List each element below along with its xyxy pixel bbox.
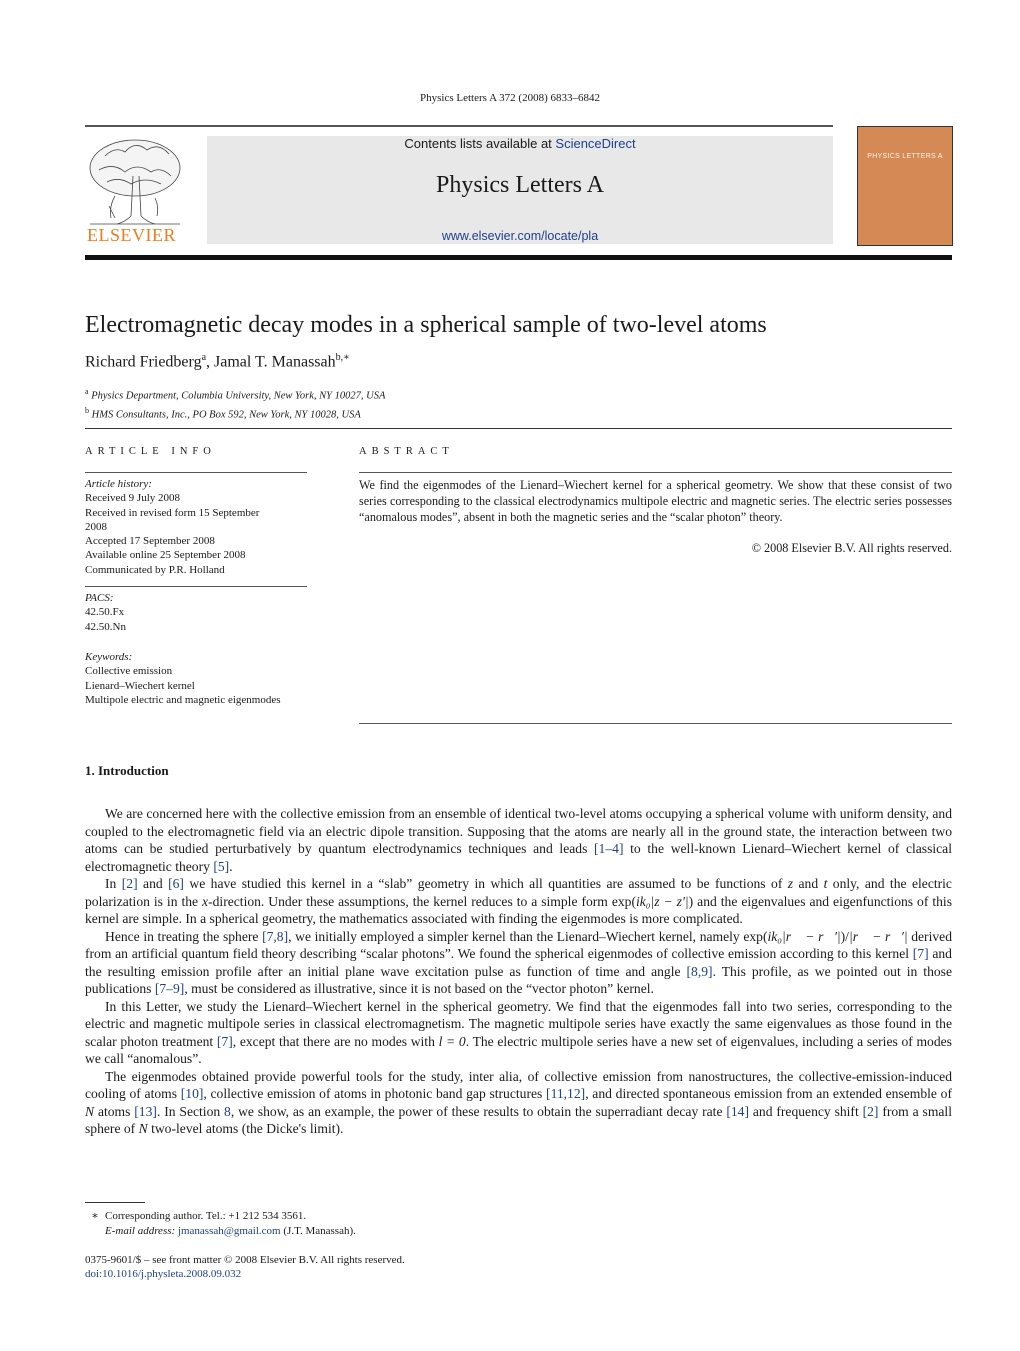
text-run: only, and the electric polarization is in the	[85, 876, 952, 909]
author-2-affil-mark[interactable]: b,∗	[335, 352, 350, 363]
email-label: E-mail address:	[105, 1225, 176, 1237]
paragraph	[85, 928, 952, 998]
text-run: We are concerned here with the collective emission from an ensemble of identical two-level atoms occupying a spherical volume with uniform density, and coupled to the electromagnetic field via an electric dipole transition. Supposing that the atoms are nearly all in the ground state, the interaction between two atoms can be studied perturbatively by quantum electrodynamics techniques and leads	[85, 806, 952, 856]
text-run: .	[229, 858, 233, 874]
paragraph	[85, 1068, 952, 1138]
text-run: )/	[840, 928, 849, 944]
pacs-rule	[85, 586, 307, 587]
text-run: In this Letter, we study the Lienard–Wiechert kernel in the spherical geometry. We find that the eigenmodes fall into two series, corresponding to the electric and magnetic multipole series in classical electromagnetism. The magnetic multipole series have exactly the same eigenvalues as those found in the scalar photon treatment	[85, 998, 952, 1049]
paragraph	[85, 998, 952, 1068]
keywords-label: Keywords:	[85, 651, 133, 663]
abstract-bottom-rule	[359, 723, 952, 724]
citation-link[interactable]: [2]	[862, 1103, 879, 1119]
footnote-mark: ∗	[91, 1210, 99, 1222]
author-list	[85, 352, 350, 371]
text-run: , must be considered as illustrative, since it is not based on the “vector photon” kernel.	[184, 981, 654, 996]
footnote	[85, 1209, 356, 1239]
citation-link[interactable]: [1–4]	[594, 841, 624, 856]
math-expr: ik₀|z − z′|	[636, 893, 689, 909]
affil-b: HMS Consultants, Inc., PO Box 592, New York, NY 10028, USA	[91, 409, 361, 420]
citation-link[interactable]: [8,9]	[686, 963, 713, 979]
info-top-rule	[85, 428, 952, 429]
text-run: , we show, as an example, the power of these results to obtain the superradiant decay rate	[230, 1103, 727, 1119]
text-run: , collective emission of atoms in photonic band gap structures	[203, 1086, 547, 1101]
paragraph	[85, 805, 952, 875]
citation-link[interactable]: [7–9]	[154, 981, 185, 996]
text-run: . This profile, as we pointed out in those publications	[85, 963, 952, 996]
citation-link[interactable]: [11,12]	[546, 1086, 586, 1101]
text-run: and	[793, 876, 824, 891]
history-label: Article history:	[85, 478, 152, 490]
keyword: Multipole electric and magnetic eigenmodes	[85, 693, 281, 706]
contents-prefix: Contents lists available at	[404, 136, 556, 151]
history-item: Received 9 July 2008	[85, 492, 181, 505]
article-history	[85, 477, 307, 577]
math-var: N	[138, 1121, 148, 1136]
text-run: to the well-known Lienard–Wiechert kernel of classical electromagnetic theory	[85, 841, 952, 874]
journal-url-link[interactable]: www.elsevier.com/locate/pla	[441, 229, 599, 243]
math-expr: |r⃗ − r⃗′|	[848, 928, 908, 944]
math-var: t	[823, 876, 828, 891]
math-var: z	[787, 876, 794, 891]
history-item: Accepted 17 September 2008	[85, 535, 215, 548]
section-link[interactable]: 8	[224, 1103, 231, 1119]
journal-cover[interactable]	[857, 126, 953, 246]
sciencedirect-link[interactable]: ScienceDirect	[555, 136, 636, 151]
keyword: Collective emission	[85, 665, 173, 678]
front-matter	[85, 1253, 405, 1281]
issn-line: 0375-9601/$ – see front matter © 2008 Elsevier B.V. All rights reserved.	[85, 1254, 405, 1266]
text-run: , we initially employed a simpler kernel than the Lienard–Wiechert kernel, namely exp(	[288, 928, 768, 944]
doi-link[interactable]: doi:10.1016/j.physleta.2008.09.032	[85, 1268, 242, 1280]
history-item: Communicated by P.R. Holland	[85, 563, 225, 576]
author-1-affil-mark[interactable]: a	[201, 352, 207, 363]
math-expr: l = 0	[438, 1033, 466, 1049]
tree-icon	[85, 136, 185, 228]
text-run: we have studied this kernel in a “slab” geometry in which all quantities are assumed to be functions of	[183, 876, 788, 891]
journal-citation: Physics Letters A 372 (2008) 6833–6842	[420, 92, 600, 104]
pacs-block	[85, 591, 307, 634]
cover-title: PHYSICS LETTERS A	[867, 153, 943, 160]
math-var: N	[85, 1103, 95, 1119]
affil-a: Physics Department, Columbia University, New York, NY 10027, USA	[91, 390, 386, 402]
citation-link[interactable]: [7,8]	[262, 928, 289, 944]
header-thick-rule	[85, 255, 952, 260]
paragraph	[85, 875, 952, 928]
citation-link[interactable]: [5]	[213, 858, 230, 874]
text-run: and frequency shift	[749, 1103, 863, 1119]
citation-link[interactable]: [2]	[121, 876, 138, 891]
elsevier-wordmark: ELSEVIER	[87, 225, 176, 245]
text-run: and	[137, 876, 169, 891]
citation-link[interactable]: [13]	[134, 1103, 157, 1119]
text-run: from a small sphere of	[85, 1103, 952, 1136]
text-run: ) and the eigenvalues and eigenfunctions of this kernel are simple. In a spherical geometry, the mathematics associated with finding the eigenmodes is more complicated.	[85, 893, 952, 926]
text-run: In	[105, 876, 122, 891]
text-run: -direction. Under these assumptions, the kernel reduces to a simple form exp(	[208, 893, 636, 909]
pacs-code: 42.50.Nn	[85, 620, 126, 633]
author-1: Richard Friedberg	[85, 353, 202, 371]
math-expr: ik₀|r⃗ − r⃗′|	[767, 928, 841, 944]
citation-link[interactable]: [7]	[216, 1033, 233, 1049]
text-run: derived from an artificial quantum field theory describing “scalar photons”. We found the spherical eigenmodes of collective emission according to this kernel	[85, 928, 952, 961]
author-separator: ,	[206, 353, 215, 371]
text-run: two-level atoms (the Dicke's limit).	[147, 1121, 344, 1136]
journal-banner	[207, 136, 833, 244]
email-suffix: (J.T. Manassah).	[280, 1225, 356, 1237]
section-heading: 1. Introduction	[85, 763, 169, 778]
pacs-label: PACS:	[85, 592, 114, 604]
history-item: Received in revised form 15 September	[85, 506, 260, 519]
math-var: x	[202, 893, 209, 909]
citation-link[interactable]: [14]	[726, 1103, 749, 1119]
introduction-body	[85, 805, 952, 1138]
text-run: and the resulting emission profile after an initial plane wave excitation pulse as function of time and angle	[85, 946, 952, 979]
text-run: , and directed spontaneous emission from an extended ensemble of	[585, 1086, 953, 1101]
abstract-text: We find the eigenmodes of the Lienard–Wiechert kernel for a spherical geometry. We show that these consist of two series corresponding to the classical electrodynamics multipole electric and magnetic series. The electric series possesses “anomalous modes”, absent in both the magnetic series and the “scalar photon” theory.	[359, 478, 952, 524]
article-title: Electromagnetic decay modes in a spherical sample of two-level atoms	[85, 312, 767, 338]
affil-a-mark: a	[85, 387, 89, 396]
abstract-heading: ABSTRACT	[359, 446, 454, 457]
contents-line	[207, 136, 833, 151]
text-run: , except that there are no modes with	[232, 1033, 439, 1049]
citation-link[interactable]: [6]	[168, 876, 184, 891]
header-rule	[85, 125, 833, 127]
abstract-rule	[359, 472, 952, 473]
author-2: Jamal T. Manassah	[214, 353, 336, 371]
citation-link[interactable]: [7]	[912, 946, 929, 961]
abstract-copyright: © 2008 Elsevier B.V. All rights reserved.	[751, 541, 952, 555]
history-item: 2008	[85, 520, 107, 533]
citation-link[interactable]: [10]	[180, 1086, 204, 1101]
text-run: . The electric multipole series have a new set of eigenvalues, including a series of modes we call “anomalous”.	[85, 1033, 952, 1066]
pacs-code: 42.50.Fx	[85, 606, 125, 619]
article-info-rule	[85, 472, 307, 473]
history-item: Available online 25 September 2008	[85, 549, 246, 562]
text-run: atoms	[94, 1103, 135, 1119]
footnote-rule	[85, 1202, 145, 1203]
email-link[interactable]: jmanassah@gmail.com	[177, 1225, 281, 1237]
article-info-heading: ARTICLE INFO	[85, 446, 216, 457]
text-run: . In Section	[156, 1103, 225, 1119]
keyword: Lienard–Wiechert kernel	[85, 679, 195, 692]
journal-name: Physics Letters A	[436, 172, 604, 198]
text-run: The eigenmodes obtained provide powerful tools for the study, inter alia, of collective emission from nanostructures, the collective-emission-induced cooling of atoms	[85, 1068, 952, 1101]
affil-b-mark: b	[85, 405, 89, 415]
corresponding-author: Corresponding author. Tel.: +1 212 534 3561.	[105, 1210, 307, 1222]
keywords-block	[85, 650, 307, 707]
text-run: Hence in treating the sphere	[105, 928, 263, 944]
affiliations	[85, 385, 385, 422]
elsevier-logo[interactable]	[85, 136, 185, 246]
